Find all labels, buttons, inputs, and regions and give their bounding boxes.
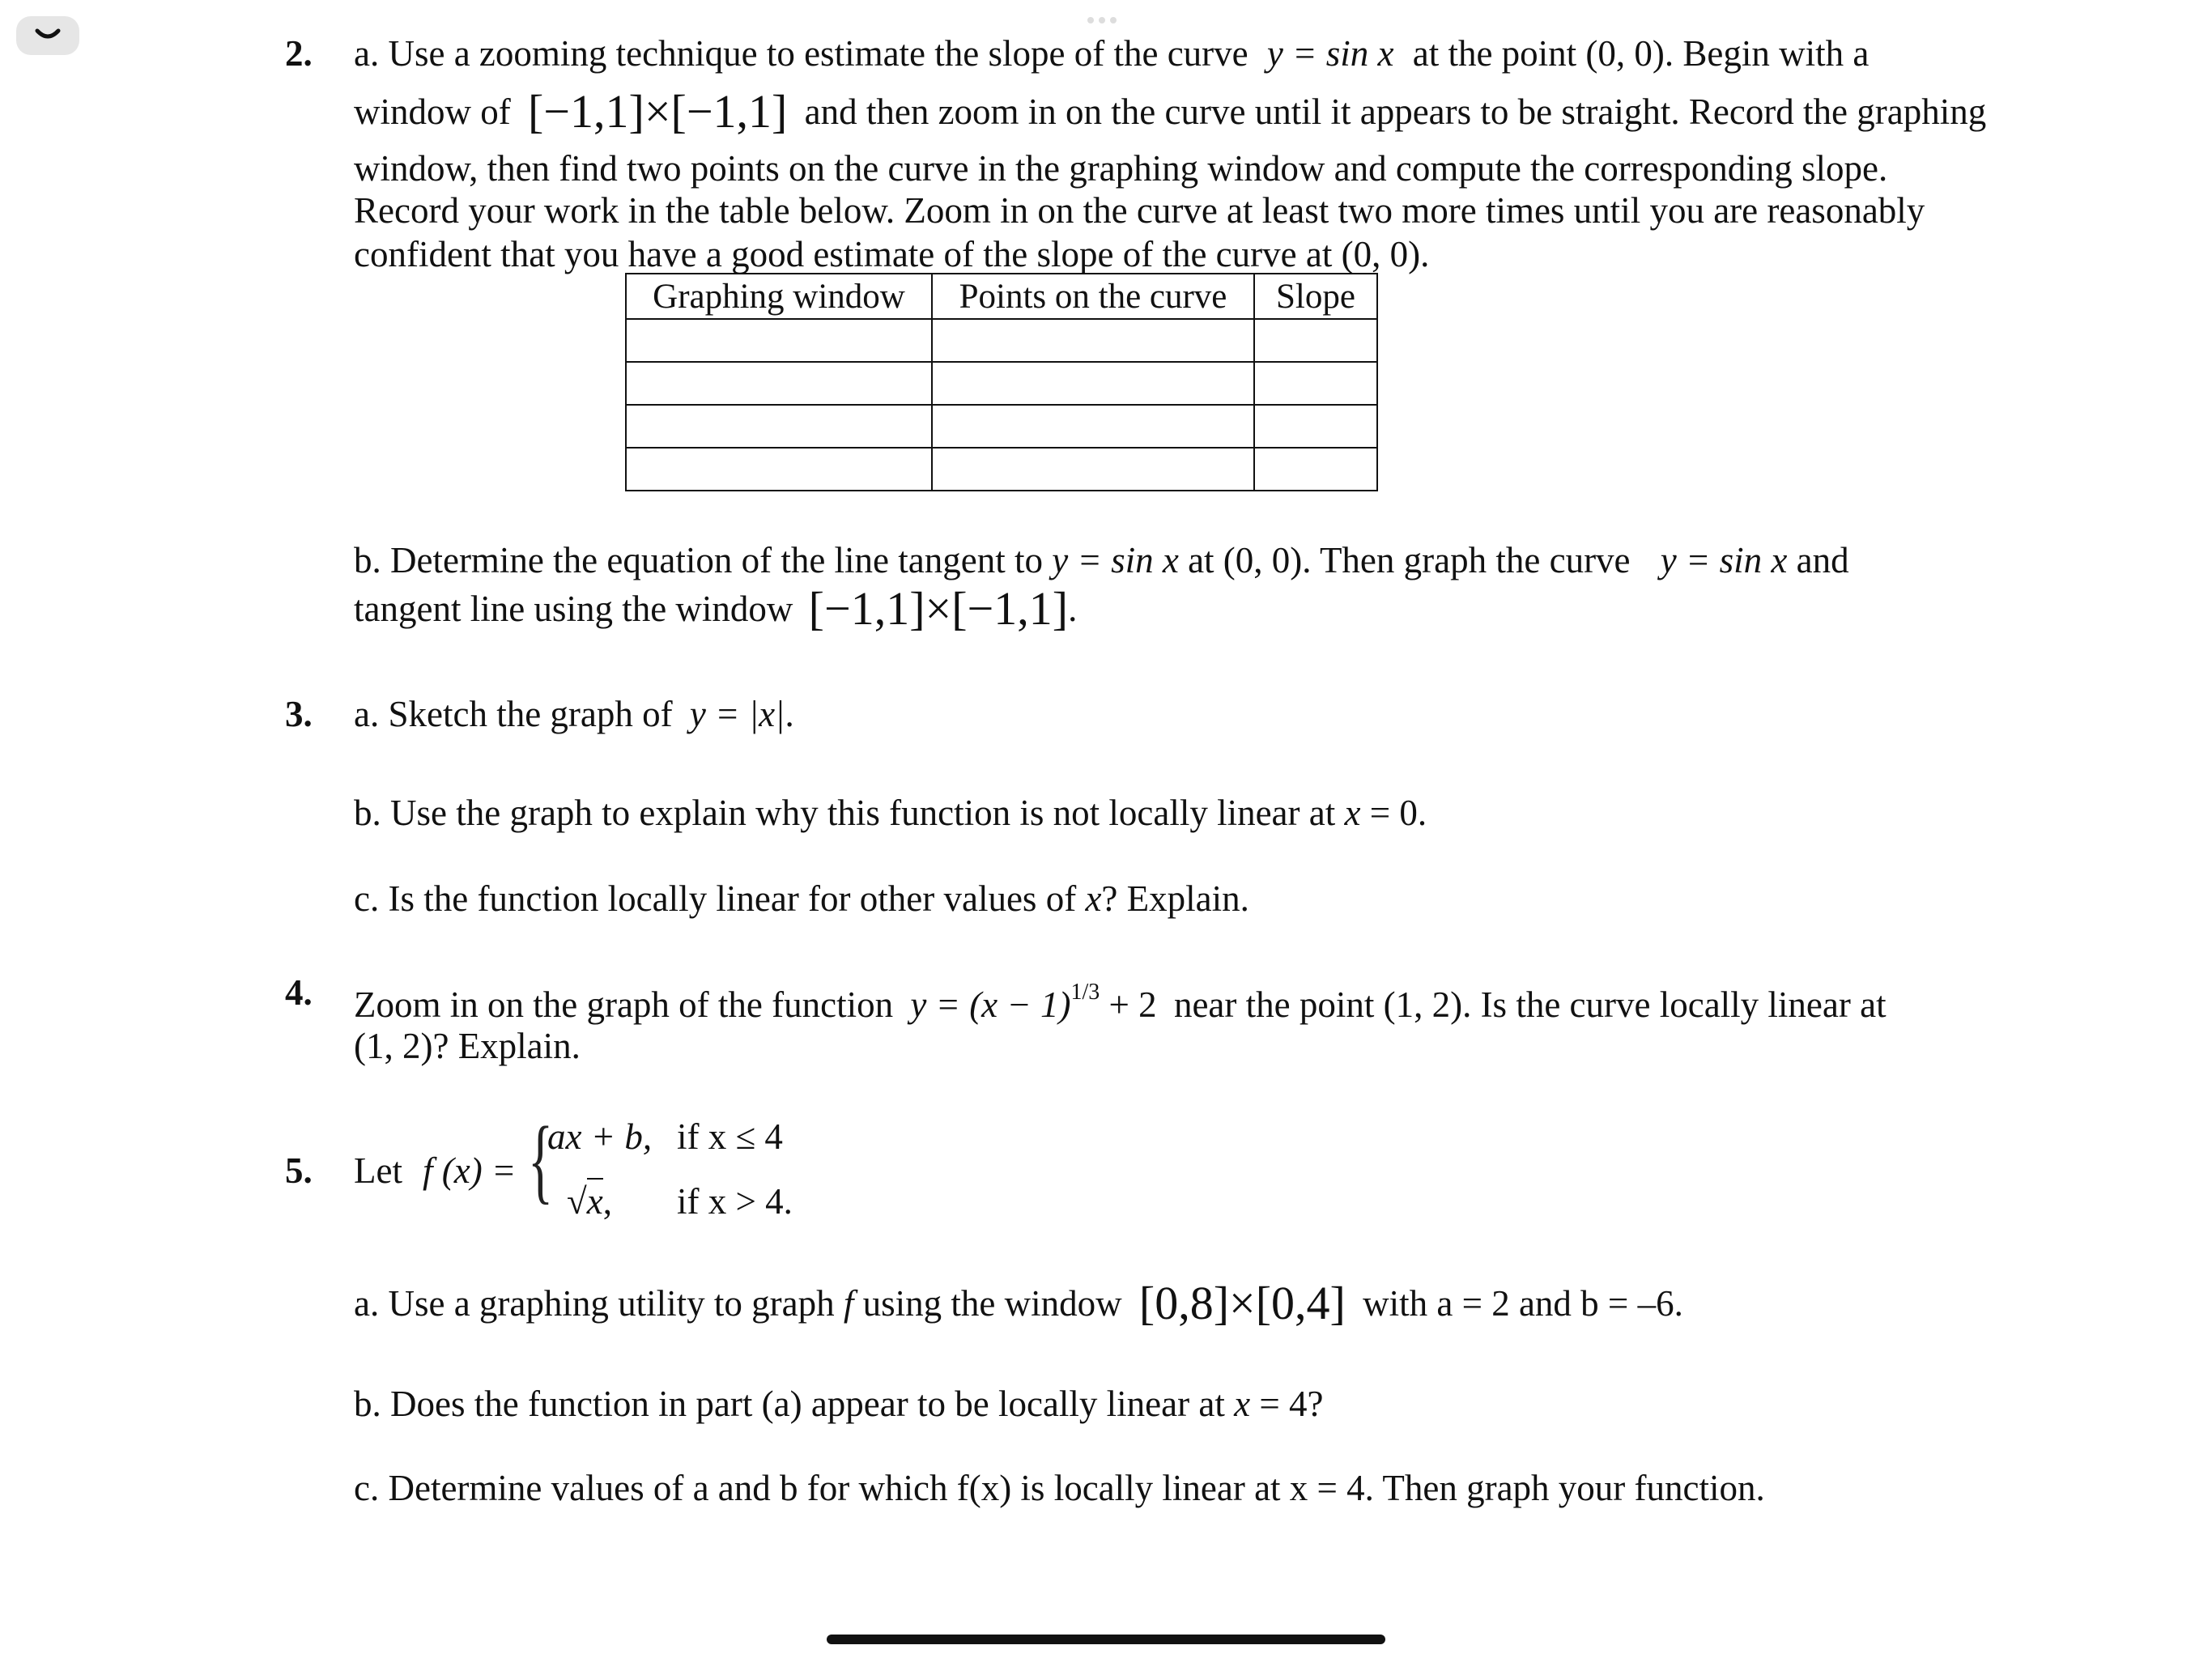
case1-condition: if x ≤ 4 <box>677 1116 783 1157</box>
chevron-down-icon <box>16 16 79 55</box>
q2a-line-5: confident that you have a good estimate of the slope of the curve at (0, 0). <box>354 234 1430 274</box>
text: b. Determine the equation of the line tangent to <box>354 540 1043 580</box>
radicand: x <box>587 1178 603 1222</box>
table-cell[interactable] <box>626 362 932 405</box>
question-number-3: 3. <box>285 694 313 734</box>
question-number-4: 4. <box>285 972 313 1013</box>
case1-expression: ax + b, <box>547 1116 653 1157</box>
table-cell[interactable] <box>932 319 1254 362</box>
q2b-line-1 <box>354 539 1849 581</box>
table-cell[interactable] <box>932 448 1254 491</box>
table-header: Graphing window <box>626 274 932 319</box>
text: = 4? <box>1259 1384 1324 1424</box>
equation: y = sin x <box>1266 33 1394 74</box>
text: b. Does the function in part (a) appear to be locally linear at <box>354 1384 1225 1424</box>
table-cell[interactable] <box>932 362 1254 405</box>
equation: y = sin x <box>1660 540 1788 580</box>
table-cell[interactable] <box>1254 319 1377 362</box>
table-cell[interactable] <box>1254 448 1377 491</box>
text: . <box>785 694 794 734</box>
table-cell[interactable] <box>1254 362 1377 405</box>
more-dots-icon[interactable] <box>1085 13 1119 28</box>
text: a. Sketch the graph of <box>354 694 673 734</box>
q2a-line-4: Record your work in the table below. Zoom in on the curve at least two more times until you are reasonably <box>354 190 1925 231</box>
q2a-line-3: window, then find two points on the curve in the graphing window and compute the corresponding slope. <box>354 148 1888 189</box>
text: b. Use the graph to explain why this function is not locally linear at <box>354 793 1336 833</box>
text: c. Is the function locally linear for other values of <box>354 878 1077 919</box>
text: window of <box>354 91 511 132</box>
q5c-line: c. Determine values of a and b for which f(x) is locally linear at x = 4. Then graph your function. <box>354 1468 1765 1508</box>
text: with a = 2 and b = –6. <box>1363 1283 1683 1324</box>
text: using the window <box>862 1283 1122 1324</box>
q3c-line <box>354 878 1249 920</box>
equation: y = |x| <box>689 694 785 734</box>
window-interval: [−1,1]×[−1,1] <box>527 85 788 138</box>
table-cell[interactable] <box>1254 405 1377 448</box>
q2a-line-2 <box>354 85 1987 138</box>
question-number-5: 5. <box>285 1150 313 1191</box>
exponent: 1/3 <box>1070 980 1100 1005</box>
q3b-line <box>354 792 1427 834</box>
text: at (0, 0). Then graph the curve <box>1188 540 1631 580</box>
q5-let: Let <box>354 1150 402 1191</box>
text: and then zoom in on the curve until it appears to be straight. Record the graphing <box>804 91 1987 132</box>
text: Zoom in on the graph of the function <box>354 984 894 1025</box>
q2b-line-2 <box>354 582 1078 635</box>
table-header-row <box>626 274 1377 319</box>
q5b-line <box>354 1383 1323 1425</box>
table-cell[interactable] <box>626 448 932 491</box>
q4-line-1 <box>354 971 1887 1026</box>
home-indicator[interactable] <box>827 1635 1385 1644</box>
slope-table <box>625 273 1378 491</box>
text: tangent line using the window <box>354 589 793 629</box>
piecewise-brace-icon: { <box>528 1107 554 1213</box>
window-interval: [0,8]×[0,4] <box>1138 1277 1346 1329</box>
table-cell[interactable] <box>932 405 1254 448</box>
text: a. Use a graphing utility to graph <box>354 1283 835 1324</box>
text: a. Use a zooming technique to estimate the slope of the curve <box>354 33 1249 74</box>
window-interval: [−1,1]×[−1,1] <box>808 582 1069 635</box>
q3a-line <box>354 693 794 735</box>
equation: y = sin x <box>1052 540 1179 580</box>
q2a-line-1 <box>354 32 1869 74</box>
case2-condition: if x > 4. <box>677 1181 793 1222</box>
text: = 0. <box>1369 793 1427 833</box>
equation-tail: + 2 <box>1108 984 1157 1025</box>
table-cell[interactable] <box>626 405 932 448</box>
table-row <box>626 448 1377 491</box>
collapse-button[interactable] <box>16 16 79 55</box>
text: and <box>1796 540 1849 580</box>
text: near the point (1, 2). Is the curve locally linear at <box>1173 984 1887 1025</box>
variable: x <box>1234 1384 1251 1424</box>
q4-line-2: (1, 2)? Explain. <box>354 1026 581 1066</box>
table-row <box>626 319 1377 362</box>
table-row <box>626 362 1377 405</box>
case2-expression <box>567 1180 612 1222</box>
text: , <box>602 1181 612 1222</box>
text: . <box>1068 589 1078 629</box>
q5a-line <box>354 1277 1683 1329</box>
variable: x <box>1344 793 1361 833</box>
question-number-2: 2. <box>285 33 313 74</box>
equation: y = (x − 1) <box>910 984 1071 1025</box>
table-header: Slope <box>1254 274 1377 319</box>
sqrt-icon: √ <box>567 1181 587 1222</box>
table-row <box>626 405 1377 448</box>
variable: x <box>1085 878 1102 919</box>
variable: f <box>843 1283 854 1324</box>
text: ? Explain. <box>1101 878 1249 919</box>
table-cell[interactable] <box>626 319 932 362</box>
table-header: Points on the curve <box>932 274 1254 319</box>
function-definition: f (x) = <box>423 1150 517 1191</box>
text: at the point (0, 0). Begin with a <box>1412 33 1870 74</box>
